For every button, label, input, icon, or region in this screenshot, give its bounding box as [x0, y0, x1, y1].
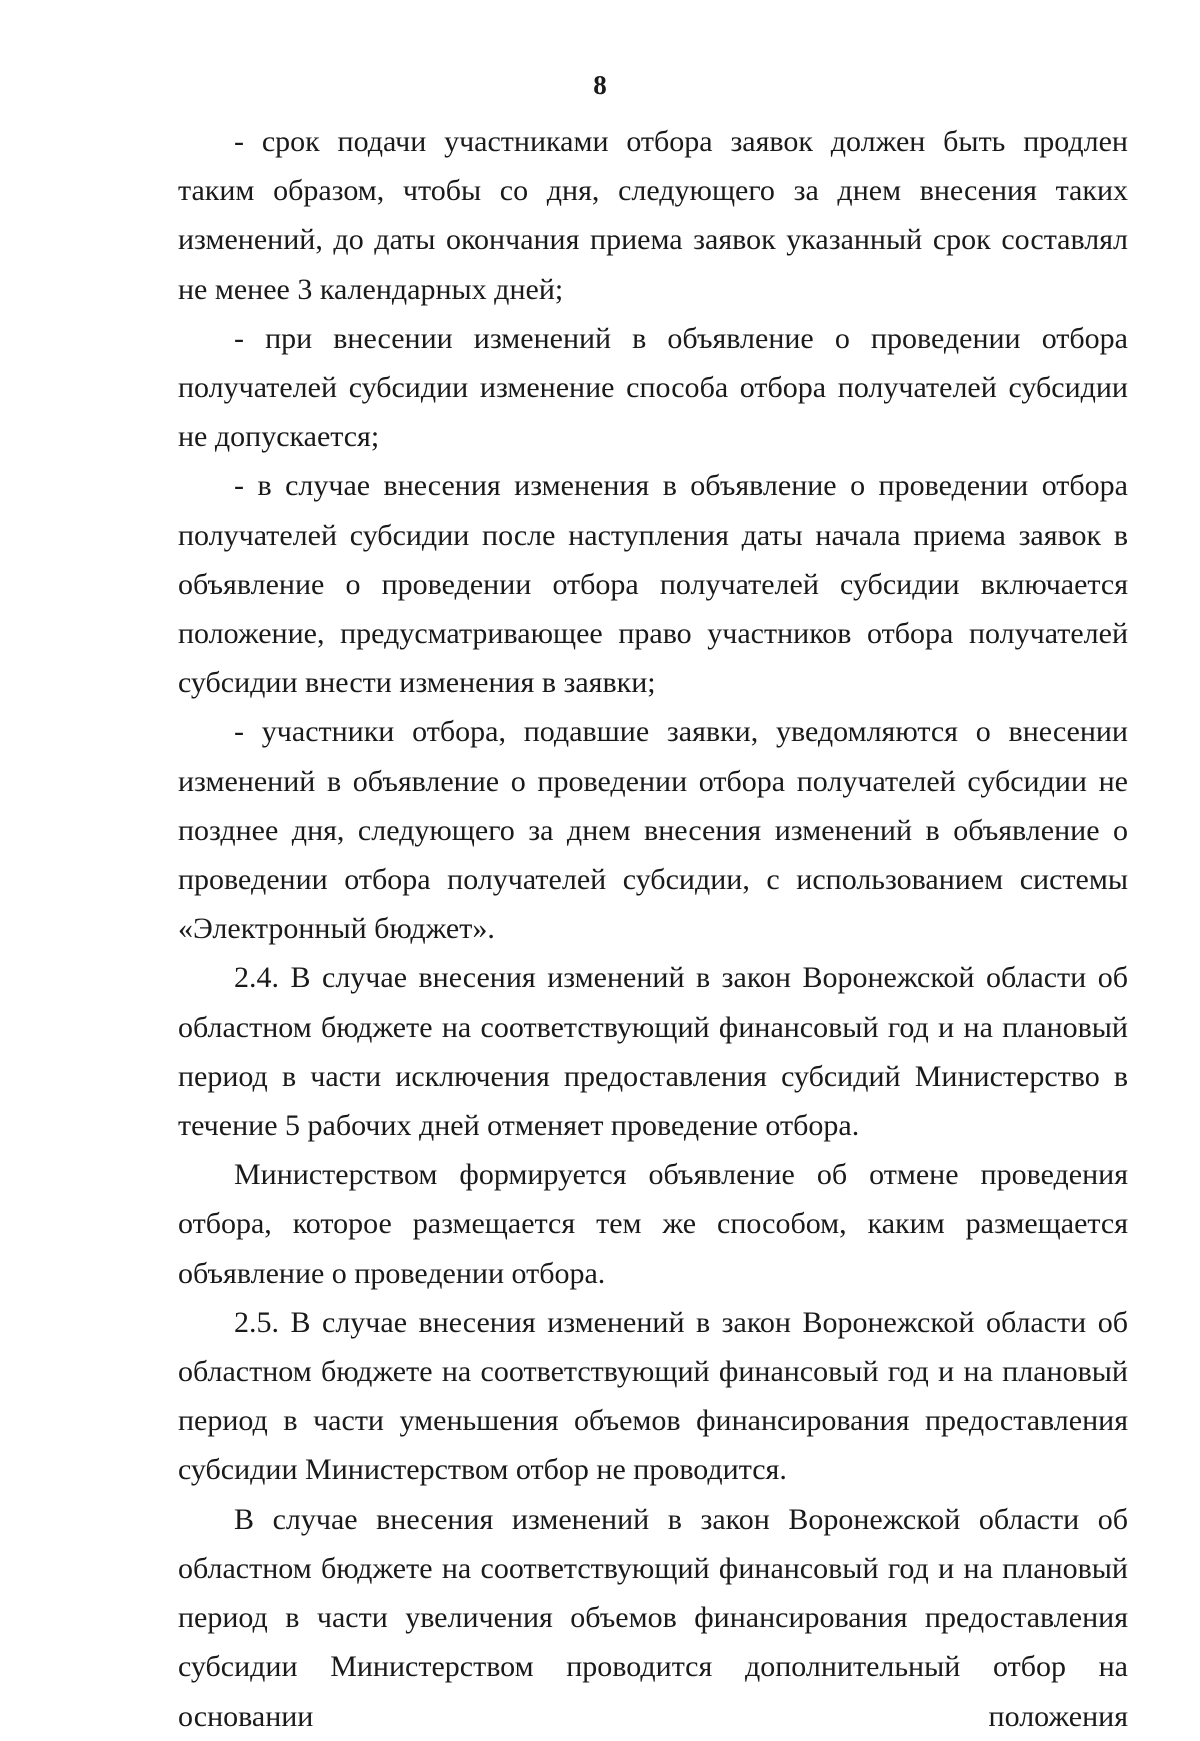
document-body	[178, 117, 1128, 1741]
paragraph-cancellation-notice: Министерством формируется объявление об отмене проведения отбора, которое размещается тем же способом, каким размещается объявление о проведении отбора.	[178, 1158, 1128, 1290]
page-number: 8	[593, 70, 607, 100]
paragraph-deadline-extension: - срок подачи участниками отбора заявок должен быть продлен таким образом, чтобы со дня, следующего за днем внесения таких изменений, до даты окончания приема заявок указанный срок составлял не менее 3 календарных дней;	[178, 125, 1128, 306]
paragraph-2-4: 2.4. В случае внесения изменений в закон Воронежской области об областном бюджете на соответствующий финансовый год и на плановый период в части исключения предоставления субсидий Министерство в течение 5 рабочих дней отменяет проведение отбора.	[178, 961, 1128, 1143]
paragraph-2-5: 2.5. В случае внесения изменений в закон Воронежской области об областном бюджете на соответствующий финансовый год и на плановый период в части уменьшения объемов финансирования предоставления субсидии Министерством отбор не проводится.	[178, 1305, 1128, 1487]
paragraph-amendment-after-start: - в случае внесения изменения в объявление о проведении отбора получателей субсидии после наступления даты начала приема заявок в объявление о проведении отбора получателей субсидии включается положение, предусматривающее право участников отбора получателей субсидии внести изменения в заявки;	[178, 469, 1128, 700]
paragraph-additional-selection: В случае внесения изменений в закон Воронежской области об областном бюджете на соответствующий финансовый год и на плановый период в части увеличения объемов финансирования предоставления субсидии Министерством проводится дополнительный отбор на основании положения	[178, 1502, 1128, 1733]
paragraph-method-change: - при внесении изменений в объявление о проведении отбора получателей субсидии изменение способа отбора получателей субсидии не допускается;	[178, 321, 1128, 454]
paragraph-participant-notification: - участники отбора, подавшие заявки, уведомляются о внесении изменений в объявление о проведении отбора получателей субсидии не позднее дня, следующего за днем внесения изменений в объявление о проведении отбора получателей субсидии, с использованием системы «Электронный бюджет».	[178, 715, 1128, 946]
